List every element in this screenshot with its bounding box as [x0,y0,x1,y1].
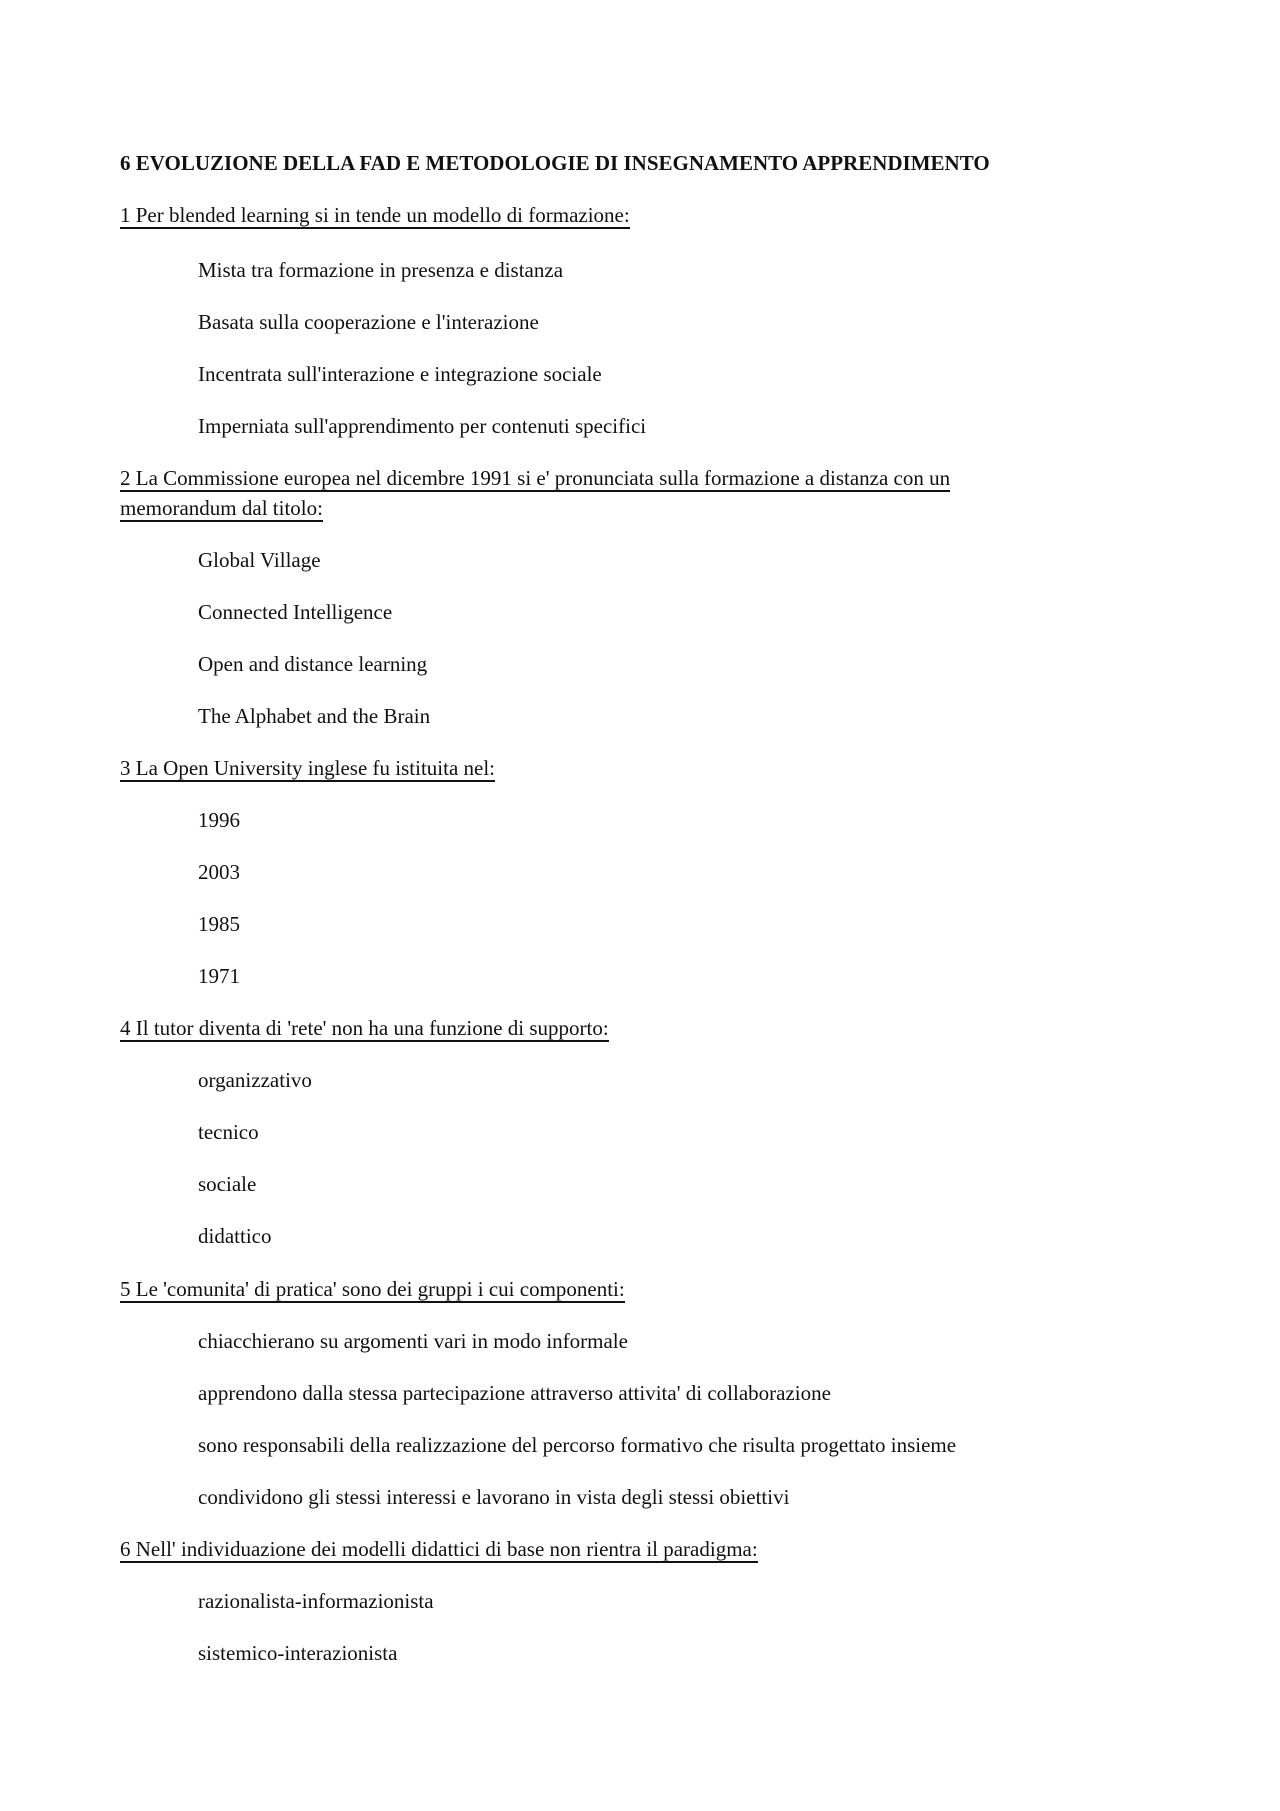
question-1-text: 1 Per blended learning si in tende un modello di formazione: [120,203,630,227]
question-2-line-2 [120,493,323,523]
question-2-text-line-1: 2 La Commissione europea nel dicembre 1991 si e' pronunciata sulla formazione a distanza con un [120,466,951,490]
question-5-text: 5 Le 'comunita' di pratica' sono dei gruppi i cui componenti: [120,1277,625,1301]
question-1-option-1: Mista tra formazione in presenza e distanza [198,258,564,282]
question-4-text: 4 Il tutor diventa di 'rete' non ha una funzione di supporto: [120,1016,609,1040]
question-6-option-1: razionalista-informazionista [198,1589,434,1613]
question-5-option-1: chiacchierano su argomenti vari in modo informale [198,1329,628,1353]
question-1-option-3: Incentrata sull'interazione e integrazione sociale [198,362,602,386]
page-title: 6 EVOLUZIONE DELLA FAD E METODOLOGIE DI INSEGNAMENTO APPRENDIMENTO [120,151,990,175]
question-4-option-2: tecnico [198,1120,259,1144]
question-1-option-4: Imperniata sull'apprendimento per contenuti specifici [198,414,647,438]
question-1 [120,200,630,230]
question-6-text: 6 Nell' individuazione dei modelli didattici di base non rientra il paradigma: [120,1537,758,1561]
question-2-option-4: The Alphabet and the Brain [198,704,431,728]
question-2-option-3: Open and distance learning [198,652,428,676]
question-2-line-1 [120,463,950,493]
question-3-option-3: 1985 [198,912,240,936]
question-5-option-4: condividono gli stessi interessi e lavorano in vista degli stessi obiettivi [198,1485,790,1509]
question-1-option-2: Basata sulla cooperazione e l'interazione [198,310,539,334]
question-4-option-3: sociale [198,1172,257,1196]
question-4-option-1: organizzativo [198,1068,312,1092]
question-3-option-2: 2003 [198,860,240,884]
question-2-text-line-2: memorandum dal titolo: [120,496,323,520]
question-3-text: 3 La Open University inglese fu istituita nel: [120,756,496,780]
question-6-option-2: sistemico-interazionista [198,1641,398,1665]
question-5 [120,1274,625,1304]
question-4 [120,1013,609,1043]
question-2-option-1: Global Village [198,548,321,572]
question-3-option-1: 1996 [198,808,240,832]
question-2-option-2: Connected Intelligence [198,600,393,624]
question-5-option-3: sono responsabili della realizzazione del percorso formativo che risulta progettato insieme [198,1433,957,1457]
question-4-option-4: didattico [198,1224,272,1248]
question-5-option-2: apprendono dalla stessa partecipazione attraverso attivita' di collaborazione [198,1381,831,1405]
question-3 [120,753,495,783]
question-3-option-4: 1971 [198,964,240,988]
question-6 [120,1534,758,1564]
